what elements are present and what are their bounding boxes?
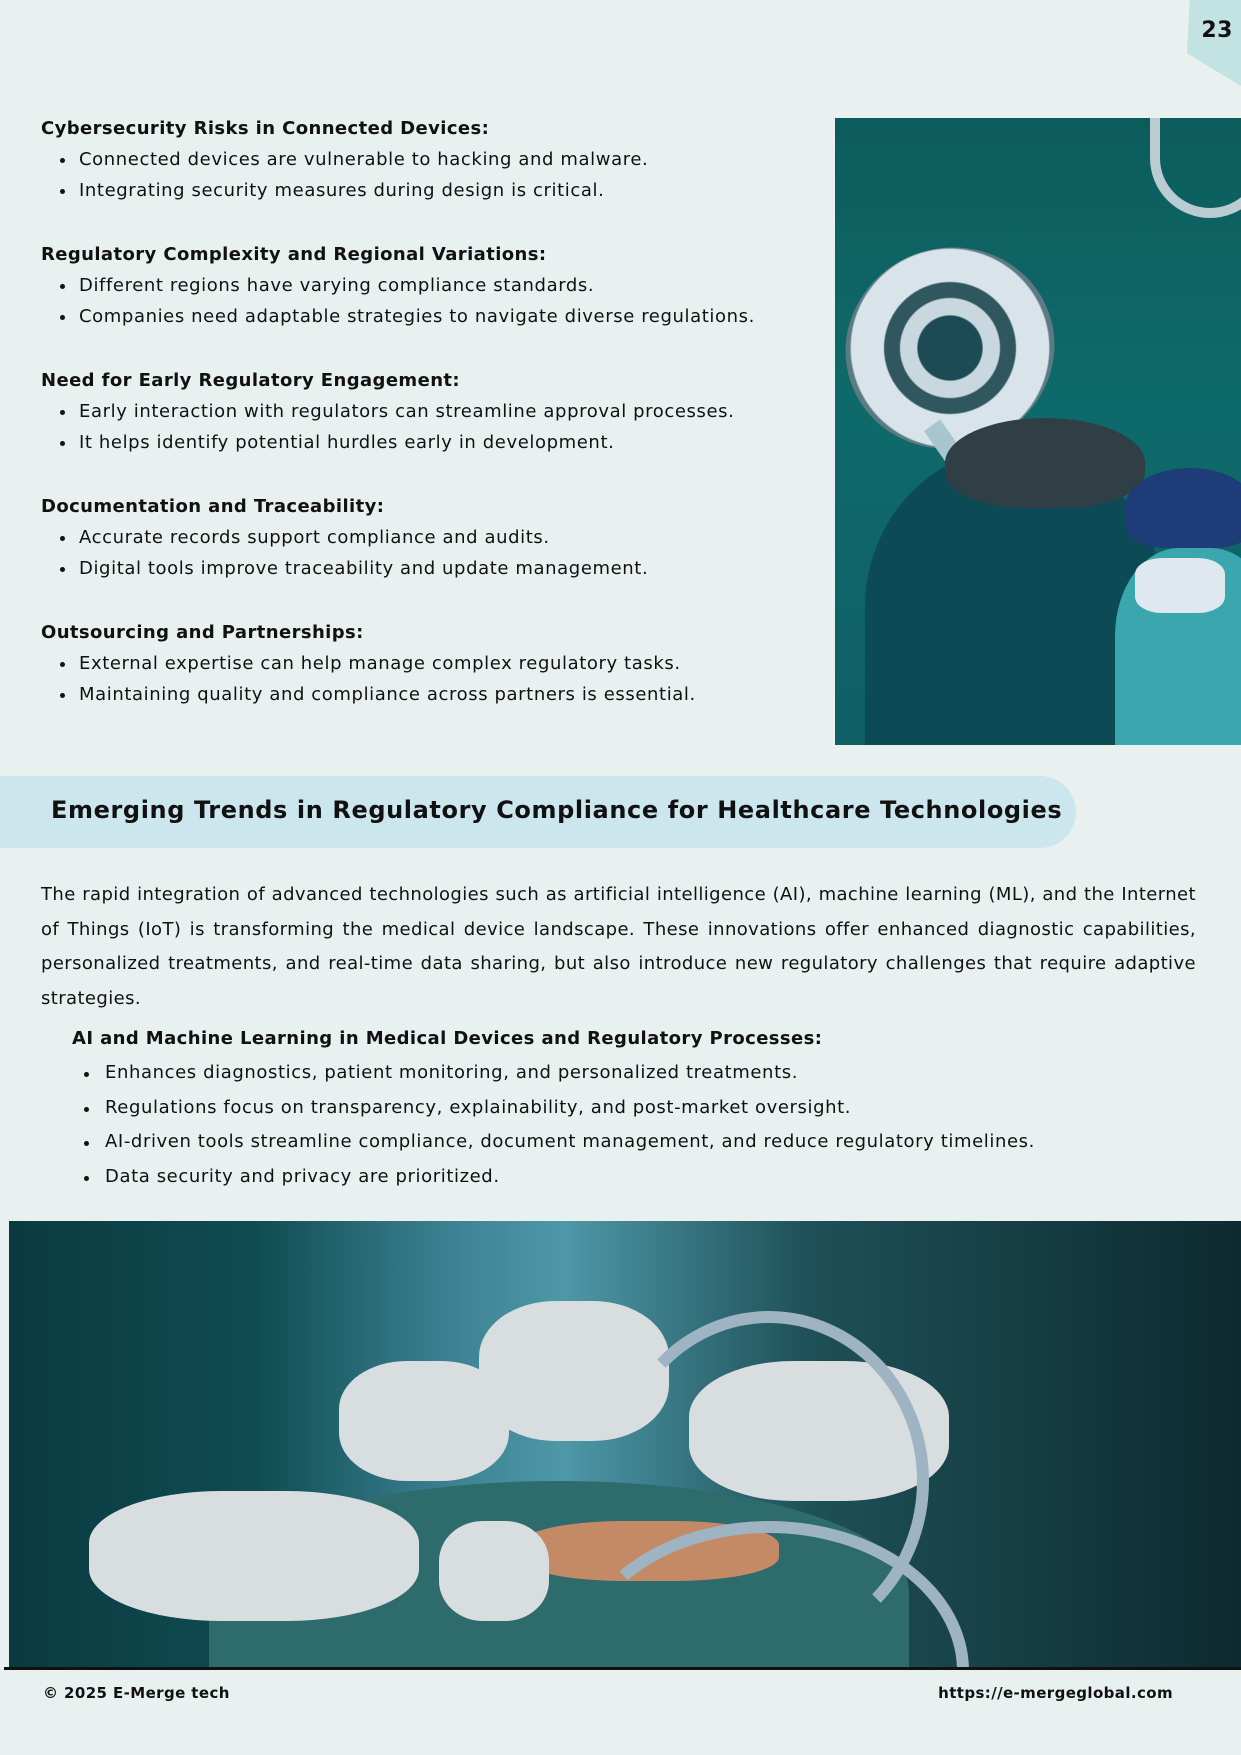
list-item: Digital tools improve traceability and update management. — [41, 553, 821, 584]
topic-title: Documentation and Traceability: — [41, 496, 385, 517]
intro-paragraph: The rapid integration of advanced technologies such as artificial intelligence (AI), machine learning (ML), and the Internet of Things (IoT) is transforming the medical device landscape. These innovations offer enhanced diagnostic capabilities, personalized treatments, and real-time data sharing, but also introduce new regulatory challenges that require adaptive strategies. — [41, 884, 1196, 1009]
list-item: It helps identify potential hurdles early in development. — [41, 427, 821, 458]
surgical-mask — [1135, 558, 1225, 613]
hair-net — [945, 418, 1145, 508]
section-banner — [0, 776, 1076, 848]
list-item: Early interaction with regulators can streamline approval processes. — [41, 396, 821, 427]
footer-copyright: © 2025 E-Merge tech — [43, 1684, 230, 1702]
topic-regulatory-complexity — [41, 240, 821, 332]
topic-title: Regulatory Complexity and Regional Variations: — [41, 244, 547, 265]
challenges-list — [41, 114, 821, 744]
topic-cybersecurity — [41, 114, 821, 206]
topic-outsourcing — [41, 618, 821, 710]
subsection-ai-ml — [72, 1022, 1192, 1194]
list-item: Data security and privacy are prioritized. — [72, 1160, 1192, 1195]
surgeons-photo — [835, 118, 1241, 745]
topic-early-engagement — [41, 366, 821, 458]
list-item: Integrating security measures during design is critical. — [41, 175, 821, 206]
list-item: Regulations focus on transparency, explainability, and post-market oversight. — [72, 1091, 1192, 1126]
footer-url-link[interactable]: https://e-mergeglobal.com — [938, 1684, 1173, 1702]
list-item: Maintaining quality and compliance across partners is essential. — [41, 679, 821, 710]
list-item: External expertise can help manage complex regulatory tasks. — [41, 648, 821, 679]
topic-title: Cybersecurity Risks in Connected Devices: — [41, 118, 490, 139]
bullet-list — [41, 648, 821, 710]
list-item: Connected devices are vulnerable to hacking and malware. — [41, 144, 821, 175]
gloved-hand — [89, 1491, 419, 1621]
topic-title: Outsourcing and Partnerships: — [41, 622, 364, 643]
list-item: Different regions have varying compliance standards. — [41, 270, 821, 301]
page-number-tab — [1187, 0, 1241, 86]
surgical-cap — [1125, 468, 1241, 548]
gauze — [439, 1521, 549, 1621]
list-item: Enhances diagnostics, patient monitoring, and personalized treatments. — [72, 1056, 1192, 1091]
list-item: Accurate records support compliance and audits. — [41, 522, 821, 553]
surgical-lamp-arm — [1150, 118, 1241, 218]
surgery-photo — [9, 1221, 1241, 1668]
page-number: 23 — [1201, 18, 1233, 43]
divider — [4, 1667, 1241, 1670]
topic-title: Need for Early Regulatory Engagement: — [41, 370, 461, 391]
subsection-title: AI and Machine Learning in Medical Devices and Regulatory Processes: — [72, 1028, 823, 1049]
list-item: Companies need adaptable strategies to navigate diverse regulations. — [41, 301, 821, 332]
list-item: AI-driven tools streamline compliance, document management, and reduce regulatory timelines. — [72, 1125, 1192, 1160]
topic-documentation — [41, 492, 821, 584]
bullet-list — [41, 144, 821, 206]
bullet-list — [72, 1056, 1192, 1194]
bullet-list — [41, 396, 821, 458]
bullet-list — [41, 522, 821, 584]
section-title: Emerging Trends in Regulatory Compliance for Healthcare Technologies — [51, 796, 1063, 824]
bullet-list — [41, 270, 821, 332]
